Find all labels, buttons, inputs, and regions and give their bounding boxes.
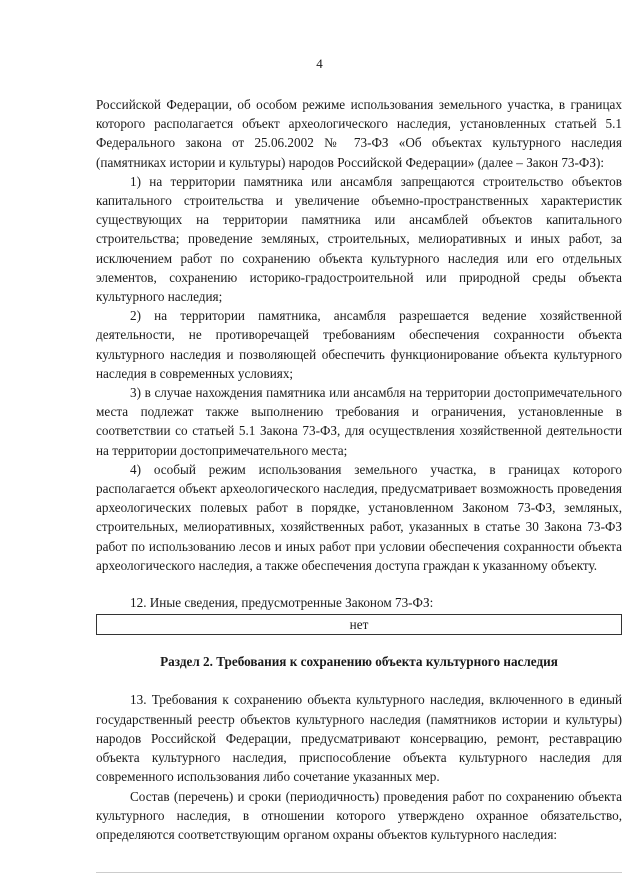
- item-12-value: нет: [349, 617, 369, 633]
- paragraph-item-3: 3) в случае нахождения памятника или ансамбля на территории достопримечательного места подлежат также выполнению требования и ограничения, установленные в соответствии со статьей 5.1 Закона 73-ФЗ, для осуществления хозяйственной деятельности на территории достопримечательного места;: [96, 385, 622, 458]
- page-number: 4: [316, 56, 323, 71]
- paragraph-13: 13. Требования к сохранению объекта культурного наследия, включенного в единый государственный реестр объектов культурного наследия (памятников истории и культуры) народов Российской Федерации, предусматривают консервацию, ремонт, реставрацию объекта культурного наследия, приспособление объекта культурного наследия для современного использования либо сочетание указанных мер.: [96, 692, 622, 785]
- bottom-divider: [96, 872, 622, 873]
- item-12-value-box: [96, 614, 622, 635]
- paragraph-item-1: 1) на территории памятника или ансамбля запрещаются строительство объектов капитального строительства и увеличение объемно-пространственных характеристик существующих на территории памятника или ансамблей объектов капитального строительства; проведение земляных, строительных, мелиоративных и иных работ, за исключением работ по сохранению объекта культурного наследия или его отдельных элементов, сохранению историко-градостроительной или природной среды объекта культурного наследия;: [96, 173, 622, 305]
- document-body: [96, 95, 622, 844]
- paragraph-works-composition: Состав (перечень) и сроки (периодичность) проведения работ по сохранению объекта культурного наследия, в отношении которого утверждено охранное обязательство, определяются соответствующим органом охраны объектов культурного наследия:: [96, 788, 622, 842]
- item-12-label: 12. Иные сведения, предусмотренные Законом 73-ФЗ:: [130, 595, 434, 611]
- paragraph-item-4: 4) особый режим использования земельного участка, в границах которого располагается объект археологического наследия, предусматривает возможность проведения археологических полевых работ в порядке, установленном Законом 73-ФЗ, земляных, строительных, мелиоративных, хозяйственных работ, указанных в статье 30 Закона 73-ФЗ работ по использованию лесов и иных работ при условии обеспечения сохранности объекта археологического наследия, а также обеспечения доступа граждан к указанному объекту.: [96, 461, 622, 573]
- section-2-title: Раздел 2. Требования к сохранению объекта культурного наследия: [160, 654, 558, 670]
- paragraph-item-2: 2) на территории памятника, ансамбля разрешается ведение хозяйственной деятельности, не противоречащей требованиям обеспечения сохранности объекта культурного наследия и позволяющей обеспечить функционирование объекта культурного наследия в современных условиях;: [96, 308, 622, 381]
- paragraph-intro: Российской Федерации, об особом режиме использования земельного участка, в границах которого располагается объект археологического наследия, установленных статьей 5.1 Федерального закона от 25.06.2002 № 73-ФЗ «Об объектах культурного наследия (памятниках истории и культуры) народов Российской Федерации» (далее – Закон 73-ФЗ):: [96, 97, 622, 170]
